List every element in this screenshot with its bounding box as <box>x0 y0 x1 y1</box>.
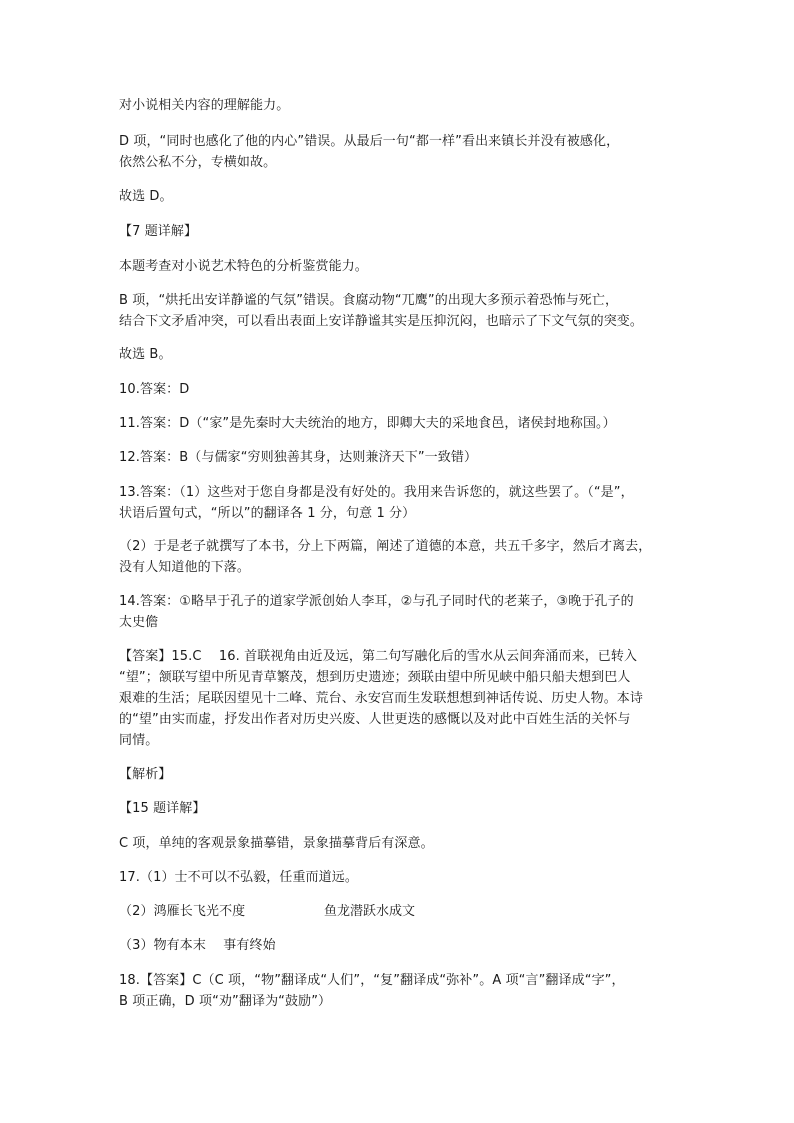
text-line: （3）物有本末 事有终始 <box>119 938 276 953</box>
text-line: （2）鸿雁长飞光不度 <box>119 904 246 919</box>
answer-line: 13.答案：（1）这些对于您自身都是没有好处的。我用来告诉您的，就这些罢了。（“是”， <box>119 485 634 500</box>
text-line: 艰难的生活；尾联因望见十二峰、荒台、永安宫而生发联想想到神话传说、历史人物。本诗 <box>119 691 644 706</box>
answer-line: 12.答案：B（与儒家“穷则独善其身，达则兼济天下”一致错） <box>119 450 478 465</box>
text-line: 结合下文矛盾冲突，可以看出表面上安详静谧其实是压抑沉闷，也暗示了下文气氛的突变。 <box>119 314 644 329</box>
text-line: （2）于是老子就撰写了本书，分上下两篇，阐述了道德的本意，共五千多字，然后才离去， <box>119 539 652 554</box>
text-line: 依然公私不分，专横如故。 <box>119 155 277 170</box>
answer-line: 17.（1）士不可以不弘毅，任重而道远。 <box>119 870 358 885</box>
text-line: 状语后置句式，“所以”的翻译各 1 分，句意 1 分） <box>119 506 416 521</box>
answer-line: 18.【答案】C（C 项，“物”翻译成“人们”，“复”翻译成“弥补”。A 项“言”翻译成“字”， <box>119 973 625 988</box>
text-line: 太史儋 <box>119 615 159 630</box>
text-line: 没有人知道他的下落。 <box>119 560 251 575</box>
answer-line: 【答案】15.C 16. 首联视角由近及远，第二句写融化后的雪水从云间奔涌而来，已转入 <box>119 649 638 664</box>
text-line: B 项，“烘托出安详静谧的气氛”错误。食腐动物“兀鹰”的出现大多预示着恐怖与死亡， <box>119 293 619 308</box>
text-line: 的“望”由实而虚，抒发出作者对历史兴废、人世更迭的感慨以及对此中百姓生活的关怀与 <box>119 712 631 727</box>
text-line: B 项正确，D 项“劝”翻译为“鼓励”） <box>119 994 332 1009</box>
text-line: 同情。 <box>119 733 159 748</box>
text-fragment: 鱼龙潜跃水成文 <box>324 904 416 919</box>
text-line: 对小说相关内容的理解能力。 <box>119 98 290 113</box>
text-line: “望”；颔联写望中所见青草繁茂，想到历史遗迹；颈联由望中所见峡中船只船夫想到巴人 <box>119 670 631 685</box>
section-heading: 【解析】 <box>119 767 172 782</box>
section-heading: 【15 题详解】 <box>119 801 206 816</box>
text-line: 本题考查对小说艺术特色的分析鉴赏能力。 <box>119 259 368 274</box>
text-line: 故选 D。 <box>119 189 173 204</box>
answer-line: 10.答案：D <box>119 382 190 397</box>
section-heading: 【7 题详解】 <box>119 224 198 239</box>
answer-line: 14.答案：①略早于孔子的道家学派创始人李耳，②与孔子同时代的老莱子，③晚于孔子的 <box>119 594 634 609</box>
text-line: C 项，单纯的客观景象描摹错，景象描摹背后有深意。 <box>119 836 434 851</box>
answer-line: 11.答案：D（“家”是先秦时大夫统治的地方，即卿大夫的采地食邑，诸侯封地称国。） <box>119 416 616 431</box>
text-line: 故选 B。 <box>119 347 172 362</box>
text-line: D 项，“同时也感化了他的内心”错误。从最后一句“都一样”看出来镇长并没有被感化， <box>119 134 620 149</box>
